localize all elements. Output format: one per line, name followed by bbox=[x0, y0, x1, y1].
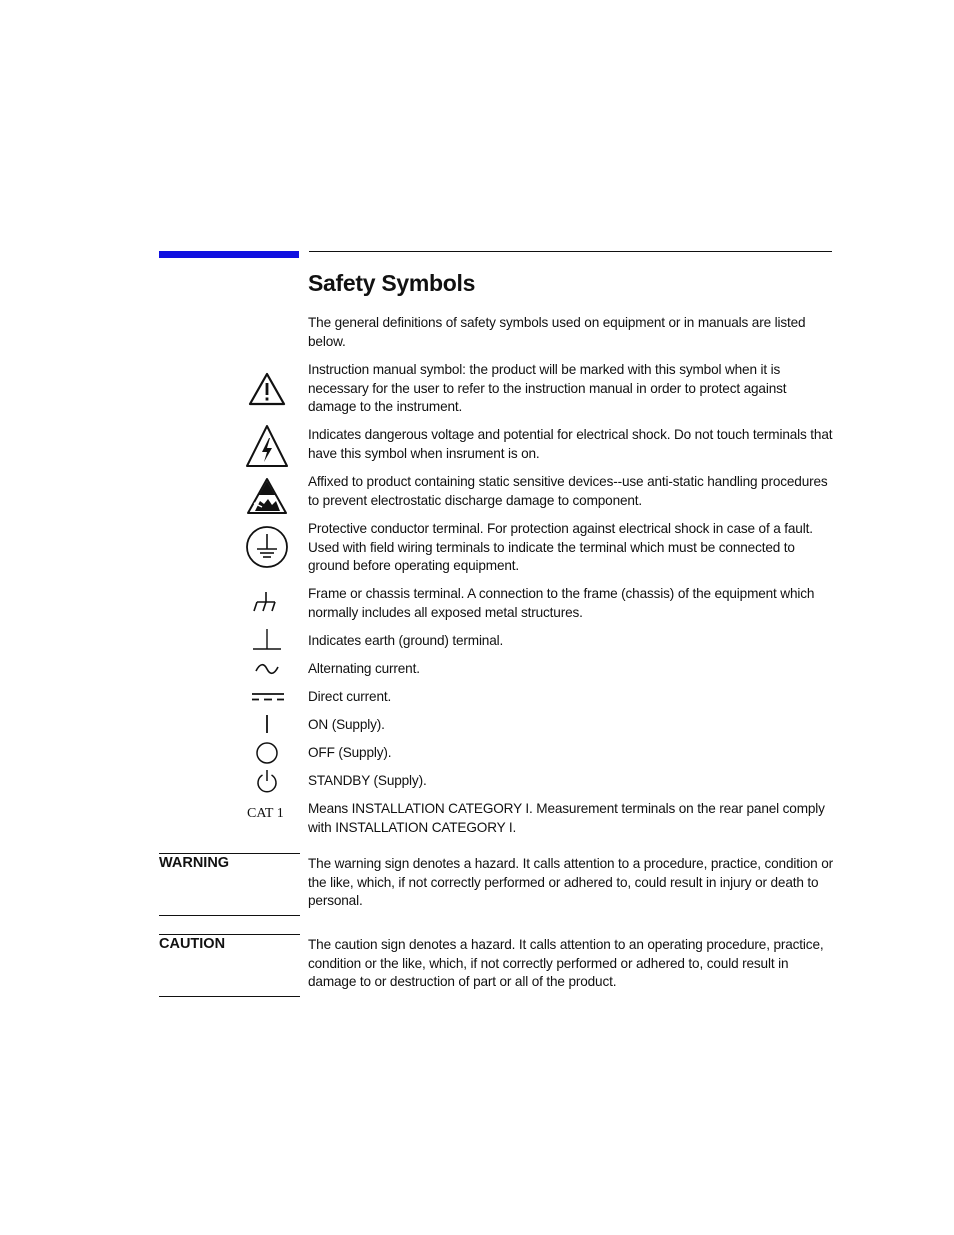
earth-ground-icon bbox=[252, 628, 282, 652]
page-title: Safety Symbols bbox=[308, 270, 476, 296]
caution-top-rule bbox=[159, 934, 300, 935]
chassis-ground-icon bbox=[252, 590, 280, 614]
symbol-desc-standby-supply: STANDBY (Supply). bbox=[308, 773, 427, 788]
ac-icon bbox=[254, 662, 280, 676]
standby-icon bbox=[255, 769, 279, 794]
warning-text: The warning sign denotes a hazard. It calls attention to a procedure, practice, condition or the like, which, if not correctly performed or adhered to, could result in injury or death to personal. bbox=[308, 856, 833, 909]
symbol-desc-frame-chassis: Frame or chassis terminal. A connection to the frame (chassis) of the equipment which normally includes all exposed metal structures. bbox=[308, 586, 815, 620]
cat-1-label: CAT 1 bbox=[247, 806, 284, 821]
symbol-desc-static-sensitive: Affixed to product containing static sensitive devices--use anti-static handling procedures to prevent electrostatic discharge damage to component. bbox=[308, 474, 828, 508]
symbol-desc-on-supply: ON (Supply). bbox=[308, 717, 385, 732]
warning-top-rule bbox=[159, 853, 300, 854]
symbol-desc-installation-category: Means INSTALLATION CATEGORY I. Measurement terminals on the rear panel comply with INSTALLATION CATEGORY I. bbox=[308, 801, 825, 835]
dc-icon bbox=[251, 691, 285, 703]
warning-label: WARNING bbox=[159, 855, 230, 871]
symbol-desc-dangerous-voltage: Indicates dangerous voltage and potential for electrical shock. Do not touch terminals that have this symbol when insrument is on. bbox=[308, 427, 833, 461]
symbol-desc-instruction-manual: Instruction manual symbol: the product will be marked with this symbol when it is necessary for the user to refer to the instruction manual in order to protect against damage to the instrument. bbox=[308, 362, 787, 415]
caution-triangle-icon bbox=[248, 371, 286, 407]
high-voltage-icon bbox=[245, 424, 289, 468]
symbol-desc-protective-conductor: Protective conductor terminal. For protection against electrical shock in case of a fault. Used with field wiring terminals to indicate the terminal which must be connected to ground before operating equipment. bbox=[308, 521, 813, 574]
warning-bottom-rule bbox=[159, 915, 300, 916]
protective-earth-icon bbox=[245, 525, 289, 569]
symbol-desc-direct-current: Direct current. bbox=[308, 689, 392, 704]
section-top-rule bbox=[309, 251, 832, 252]
symbol-desc-earth-terminal: Indicates earth (ground) terminal. bbox=[308, 633, 504, 648]
esd-icon bbox=[246, 477, 288, 515]
power-off-icon bbox=[255, 741, 279, 765]
intro-paragraph: The general definitions of safety symbols used on equipment or in manuals are listed below. bbox=[308, 315, 806, 349]
caution-label: CAUTION bbox=[159, 936, 226, 952]
symbol-desc-alternating-current: Alternating current. bbox=[308, 661, 420, 676]
caution-bottom-rule bbox=[159, 996, 300, 997]
caution-text: The caution sign denotes a hazard. It calls attention to an operating procedure, practice, condition or the like, which, if not correctly performed or adhered to, could result in damage to or destruction of part or all of the product. bbox=[308, 937, 824, 990]
power-on-icon bbox=[260, 713, 274, 735]
section-accent-bar bbox=[159, 251, 299, 258]
symbol-desc-off-supply: OFF (Supply). bbox=[308, 745, 392, 760]
